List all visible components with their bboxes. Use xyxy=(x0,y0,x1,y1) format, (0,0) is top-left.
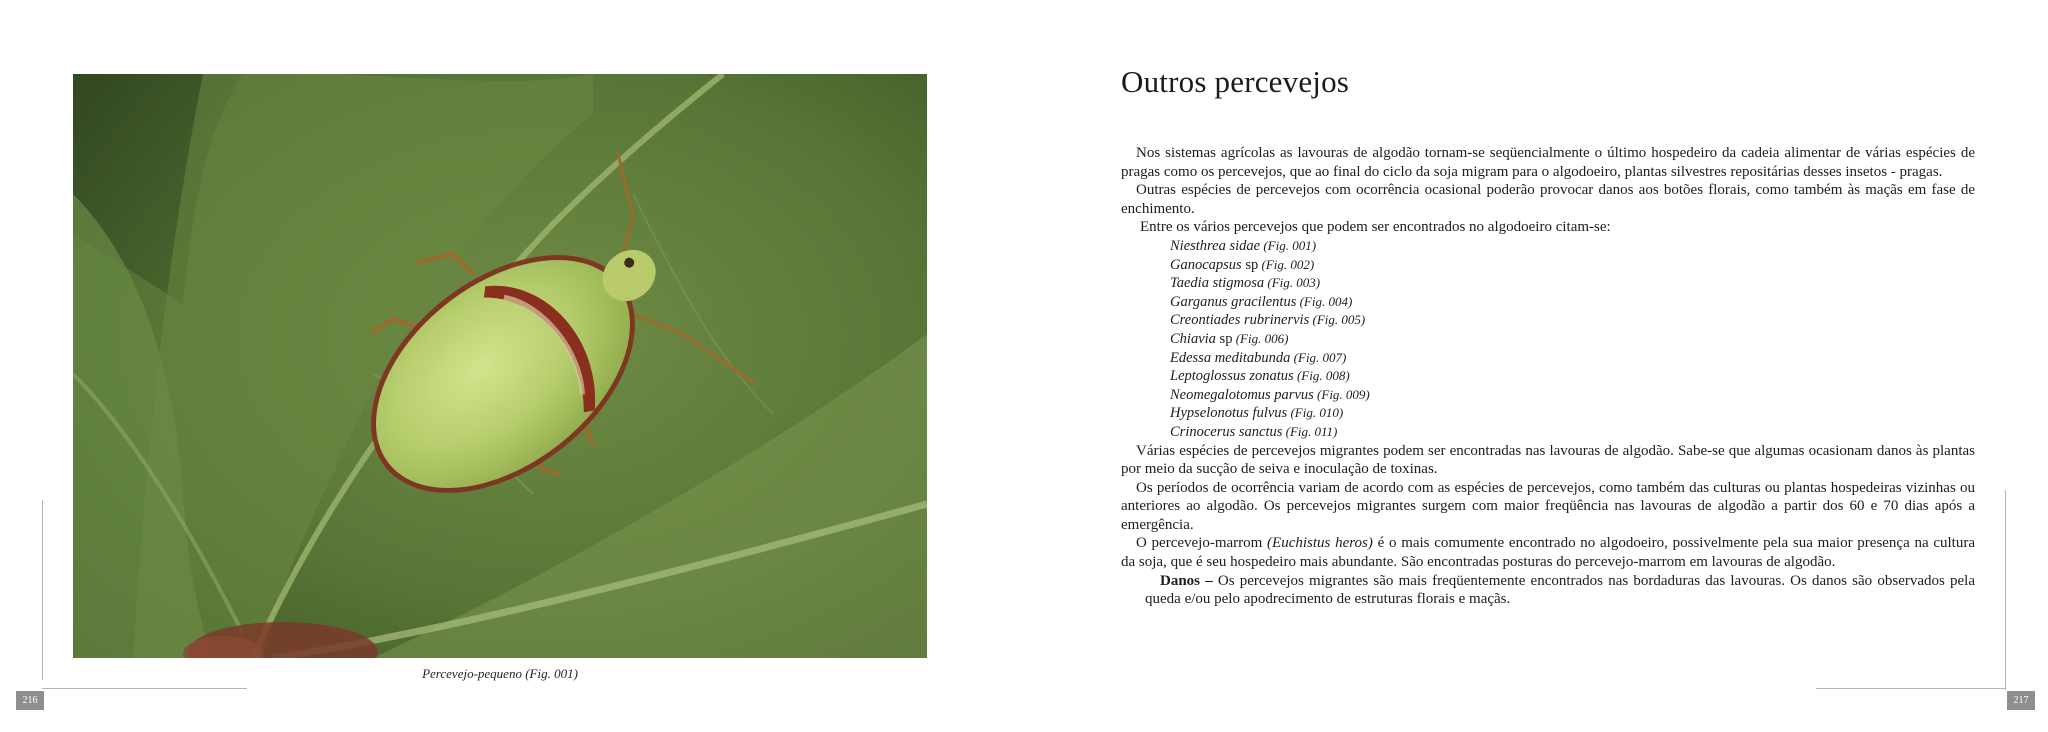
species-list xyxy=(1121,237,1975,442)
species-item xyxy=(1170,423,1975,442)
figure-reference: (Fig. 008) xyxy=(1293,368,1350,384)
damage-label: Danos – xyxy=(1160,572,1213,589)
species-name: Hypselonotus fulvus xyxy=(1170,405,1288,422)
species-item xyxy=(1170,404,1975,423)
species-item xyxy=(1170,311,1975,330)
species-item xyxy=(1170,349,1975,368)
species-item xyxy=(1170,256,1975,275)
species-name: Crinocerus sanctus xyxy=(1170,423,1283,440)
figure-reference: (Fig. 010) xyxy=(1287,405,1344,421)
right-page xyxy=(1024,0,2048,732)
species-name: Creontiades rubrinervis xyxy=(1170,312,1310,329)
figure-reference: (Fig. 001) xyxy=(1260,237,1317,253)
page-title: Outros percevejos xyxy=(1121,64,1350,99)
figure-reference: (Fig. 004) xyxy=(1296,293,1353,309)
paragraph: Os períodos de ocorrência variam de acordo com as espécies de percevejos, como também das culturas ou plantas hospedeiras vizinhas ou anteriores ao algodão. Os percevejos migrantes surgem com maior freqüência nas lavouras de algodão a partir dos 60 e 70 dias após a emergência. xyxy=(1121,479,1975,533)
figure-reference: (Fig. 007) xyxy=(1290,349,1347,365)
page-corner-rule-horizontal xyxy=(1816,688,2006,689)
species-suffix: sp xyxy=(1241,256,1259,273)
paragraph: Nos sistemas agrícolas as lavouras de algodão tornam-se seqüencialmente o último hospedeiro da cadeia alimentar de várias espécies de pragas como os percevejos, que ao final do ciclo da soja migram para o algodoeiro, plantas silvestres repositárias desses insetos - pragas. xyxy=(1121,145,1975,180)
species-name: Ganocapsus xyxy=(1170,256,1242,273)
brown-bug-species: (Euchistus heros) xyxy=(1267,535,1373,552)
species-item xyxy=(1170,367,1975,386)
species-item xyxy=(1170,293,1975,312)
figure-reference: (Fig. 003) xyxy=(1264,275,1321,291)
species-name: Taedia stigmosa xyxy=(1170,275,1265,292)
figure-reference: (Fig. 002) xyxy=(1258,256,1315,272)
green-stink-bug-on-leaf-image xyxy=(73,74,927,658)
species-item xyxy=(1170,274,1975,293)
paragraph: Outras espécies de percevejos com ocorrência ocasional poderão provocar danos aos botões florais, como também às maçãs em fase de enchimento. xyxy=(1121,182,1975,217)
figure-reference: (Fig. 006) xyxy=(1232,330,1289,346)
figure-reference: (Fig. 005) xyxy=(1309,312,1366,328)
species-name: Niesthrea sidae xyxy=(1170,237,1261,254)
insect-photo xyxy=(73,74,927,658)
page-corner-rule-horizontal xyxy=(42,688,247,689)
page-body xyxy=(1121,144,1975,609)
page-corner-rule-vertical xyxy=(2005,490,2006,690)
species-name: Edessa meditabunda xyxy=(1170,349,1291,366)
figure-reference: (Fig. 011) xyxy=(1282,423,1338,439)
paragraph-damage xyxy=(1121,572,1975,609)
list-intro: Entre os vários percevejos que podem ser encontrados no algodoeiro citam-se: xyxy=(1140,219,1611,236)
figure-reference: (Fig. 009) xyxy=(1313,386,1370,402)
page-number-right: 217 xyxy=(2007,691,2035,710)
species-name: Garganus gracilentus xyxy=(1170,293,1297,310)
species-name: Leptoglossus zonatus xyxy=(1170,368,1294,385)
species-name: Neomegalotomus parvus xyxy=(1170,386,1314,403)
species-item xyxy=(1170,237,1975,256)
page-corner-rule-vertical xyxy=(42,500,43,680)
brown-bug-text-after: é o mais comumente encontrado no algodoeiro, possivelmente pela sua maior presença na cultura da soja, que é seu hospedeiro mais abundante. São encontradas posturas do percevejo-marrom em lavouras de algodão. xyxy=(1121,535,1975,571)
photo-caption: Percevejo-pequeno (Fig. 001) xyxy=(422,666,578,681)
species-suffix: sp xyxy=(1215,330,1233,347)
paragraph-brown-bug xyxy=(1121,534,1975,571)
species-item xyxy=(1170,330,1975,349)
page-number-left: 216 xyxy=(16,691,44,710)
brown-bug-text-before: O percevejo-marrom xyxy=(1136,535,1268,552)
species-name: Chiavia xyxy=(1170,330,1216,347)
damage-text: Os percevejos migrantes são mais freqüentemente encontrados nas bordaduras das lavouras. Os danos são observados pela queda e/ou pelo apodrecimento de estruturas florais e maçãs. xyxy=(1145,572,1976,608)
paragraph: Várias espécies de percevejos migrantes podem ser encontradas nas lavouras de algodão. Sabe-se que algumas ocasionam danos às plantas por meio da sucção de seiva e inoculação de toxinas. xyxy=(1121,442,1975,478)
species-item xyxy=(1170,386,1975,405)
